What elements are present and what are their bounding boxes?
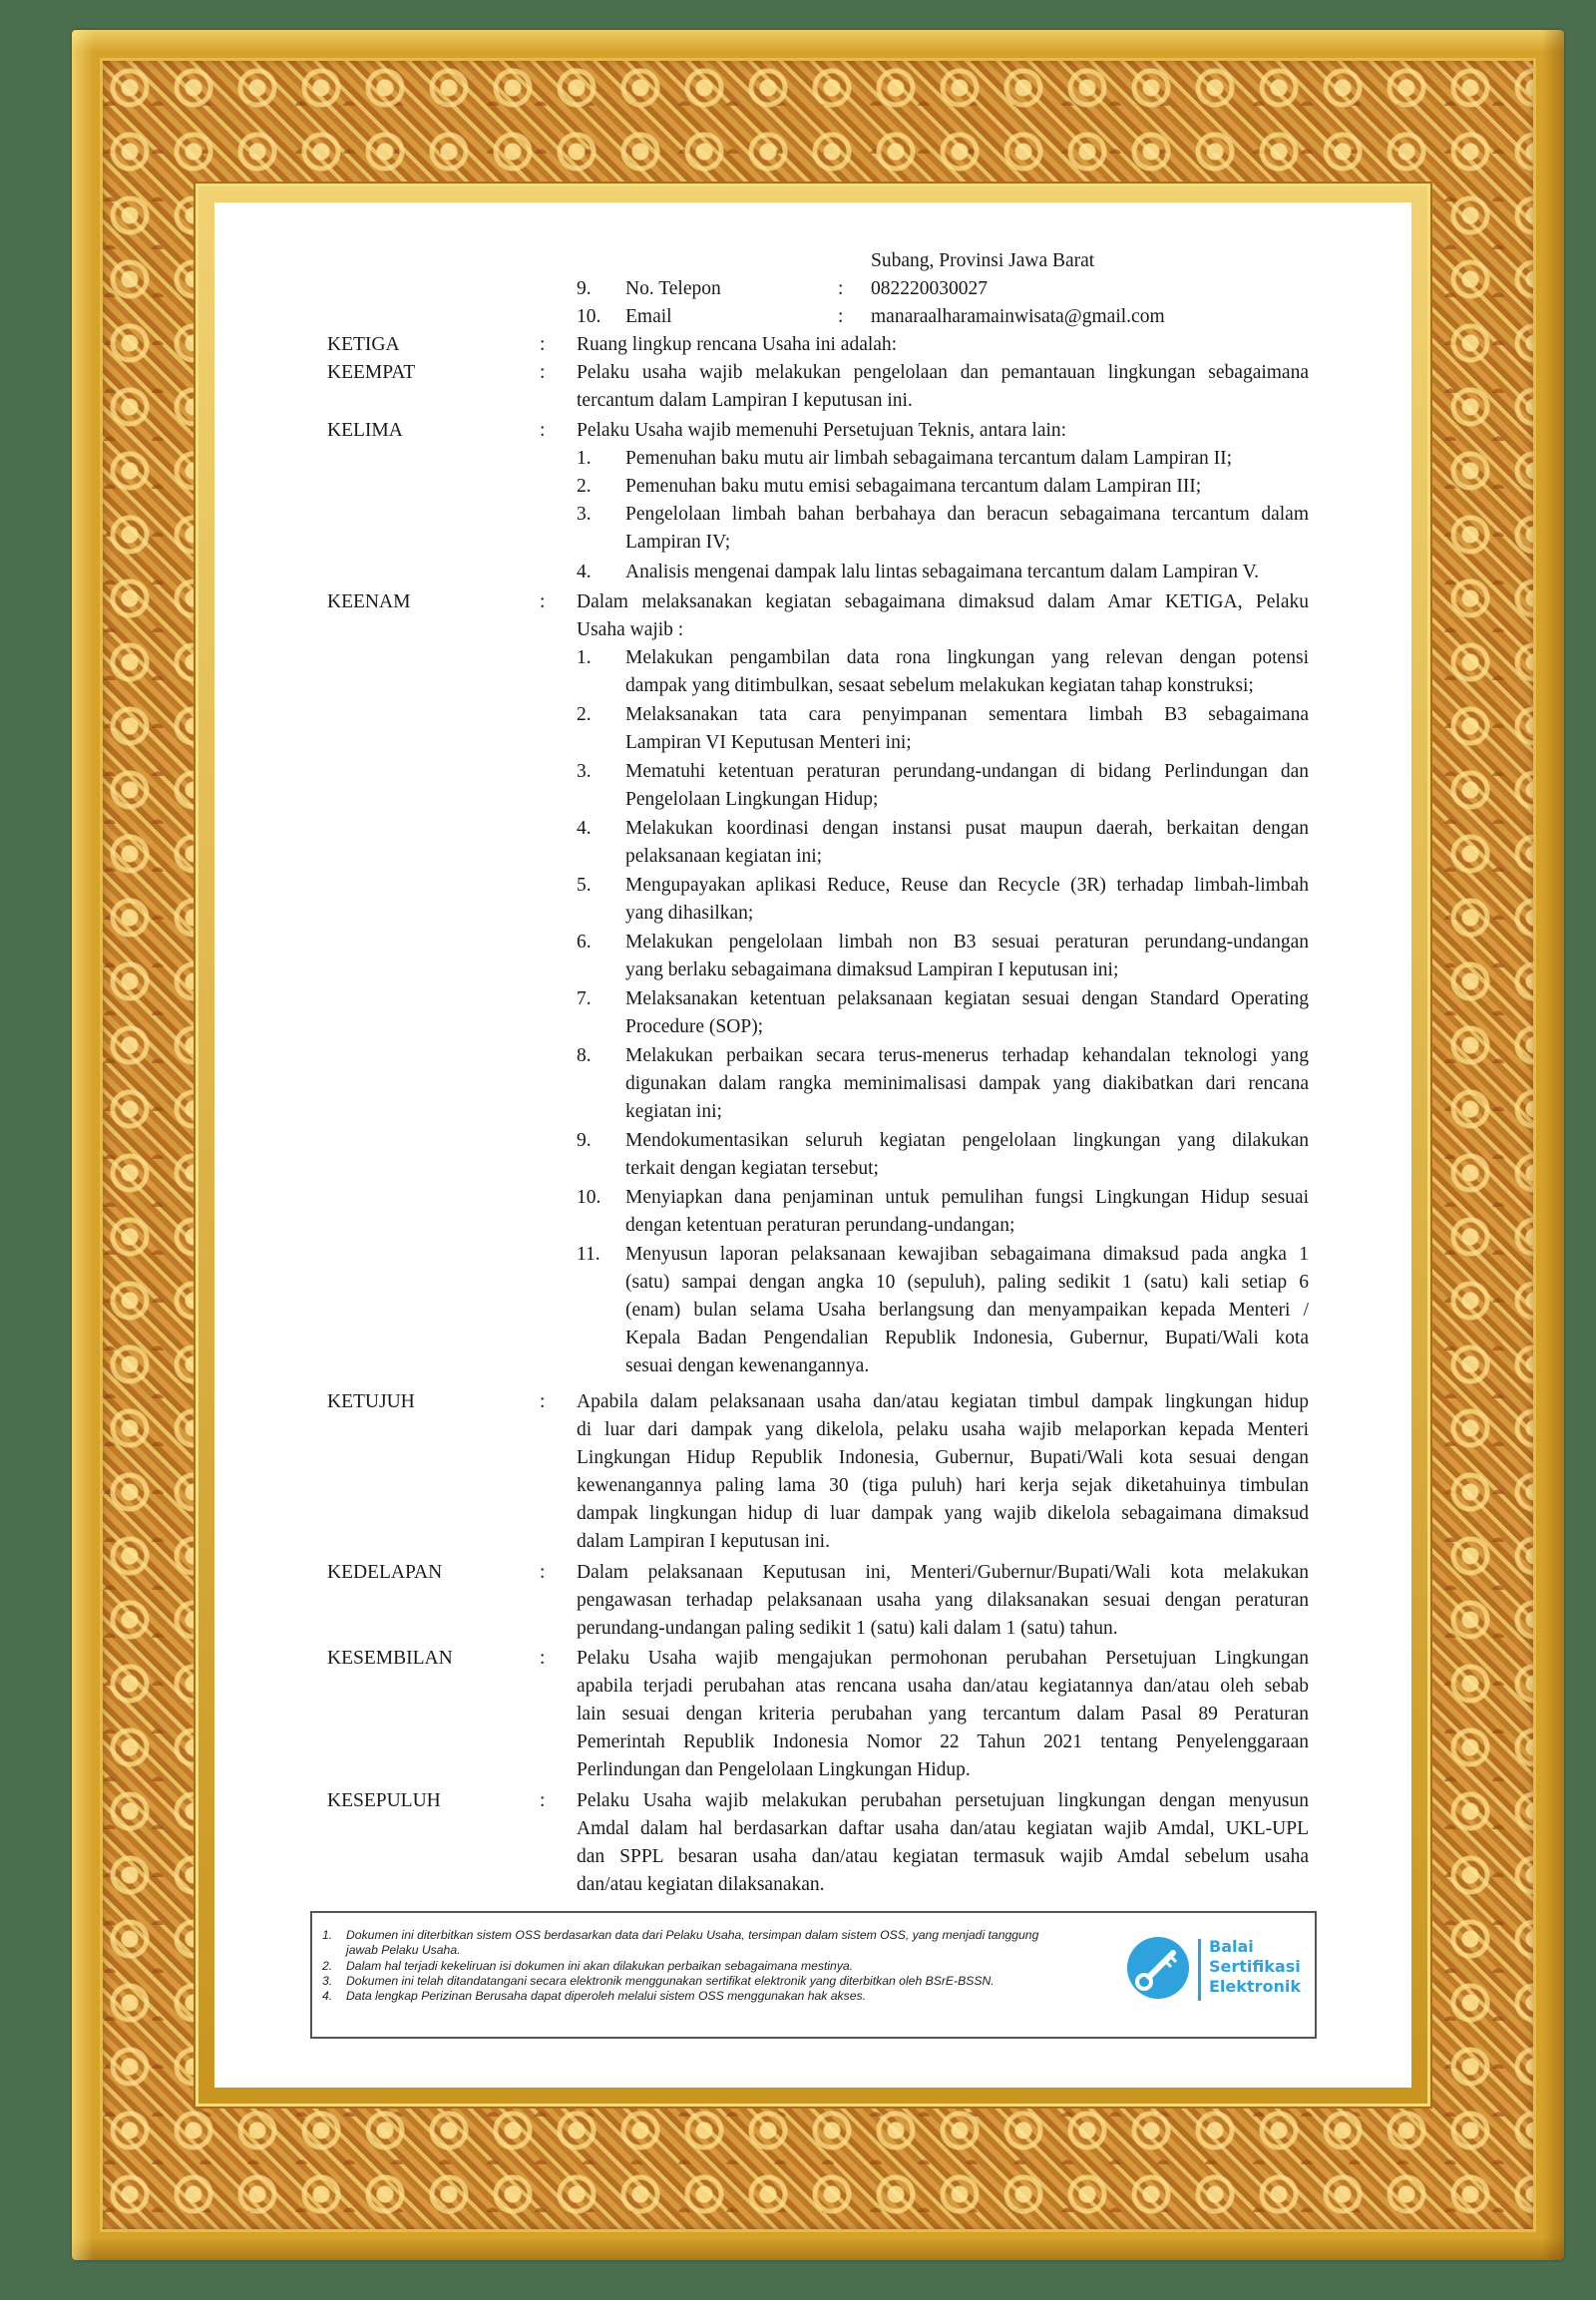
footnote-text: Dokumen ini diterbitkan sistem OSS berdasarkan data dari Pelaku Usaha, tersimpan dalam sistem OSS, yang menjadi tanggung: [346, 1928, 1039, 1942]
section-colon: :: [540, 1391, 546, 1412]
list-num: 11.: [577, 1244, 600, 1265]
footnote-num: 4.: [322, 1989, 333, 2003]
list-text: pelaksanaan kegiatan ini;: [625, 846, 823, 867]
list-text: Melakukan pengelolaan limbah non B3 sesuai peraturan perundang-undangan: [625, 932, 1309, 953]
info-row-num: 9.: [577, 278, 592, 299]
section-intro: Pelaku Usaha wajib memenuhi Persetujuan Teknis, antara lain:: [577, 420, 1067, 441]
list-text: yang dihasilkan;: [625, 903, 754, 924]
section-text: lain sesuai dengan kriteria perubahan yang tercantum dalam Pasal 89 Peraturan: [577, 1704, 1309, 1725]
list-num: 6.: [577, 932, 592, 953]
list-text: Pemenuhan baku mutu air limbah sebagaimana tercantum dalam Lampiran II;: [625, 448, 1233, 469]
section-text: pengawasan terhadap pelaksanaan usaha yang dilaksanakan sesuai dengan peraturan: [577, 1590, 1309, 1611]
section-text: Pelaku Usaha wajib mengajukan permohonan perubahan Persetujuan Lingkungan: [577, 1648, 1309, 1669]
list-text: Melakukan koordinasi dengan instansi pusat maupun daerah, berkaitan dengan: [625, 818, 1309, 839]
list-text: Pengelolaan Lingkungan Hidup;: [625, 789, 879, 810]
list-num: 2.: [577, 476, 592, 497]
section-text: dampak lingkungan hidup di luar dampak yang wajib dikelola sebagaimana dimaksud: [577, 1503, 1309, 1524]
list-text: Melakukan pengambilan data rona lingkungan yang relevan dengan potensi: [625, 647, 1309, 668]
logo-text: [1209, 1937, 1301, 1997]
footnote-num: 2.: [322, 1959, 333, 1973]
address-continuation: Subang, Provinsi Jawa Barat: [871, 250, 1095, 271]
list-text: Procedure (SOP);: [625, 1016, 764, 1037]
key-icon: [1127, 1937, 1189, 1999]
section-label-ketiga: KETIGA: [327, 334, 400, 355]
logo-divider: [1198, 1939, 1201, 2001]
list-num: 3.: [577, 761, 592, 782]
section-text: Perlindungan dan Pengelolaan Lingkungan Hidup.: [577, 1759, 971, 1780]
info-row-field: No. Telepon: [625, 278, 721, 299]
list-text: Lampiran VI Keputusan Menteri ini;: [625, 732, 912, 753]
list-text: terkait dengan kegiatan tersebut;: [625, 1158, 879, 1179]
section-text: apabila terjadi perubahan atas rencana usaha dan/atau kegiatannya dan/atau oleh sebab: [577, 1676, 1309, 1697]
section-text: Pemerintah Republik Indonesia Nomor 22 Tahun 2021 tentang Penyelenggaraan: [577, 1731, 1309, 1752]
list-text: Melaksanakan tata cara penyimpanan sementara limbah B3 sebagaimana: [625, 704, 1309, 725]
list-num: 7.: [577, 988, 592, 1009]
list-text: Pengelolaan limbah bahan berbahaya dan beracun sebagaimana tercantum dalam: [625, 504, 1309, 525]
list-text: Kepala Badan Pengendalian Republik Indonesia, Gubernur, Bupati/Wali kota: [625, 1328, 1309, 1348]
section-label-kedelapan: KEDELAPAN: [327, 1562, 443, 1583]
section-intro: Usaha wajib :: [577, 619, 684, 640]
list-text: digunakan dalam rangka meminimalisasi dampak yang diakibatkan dari rencana: [625, 1073, 1309, 1094]
list-text: kegiatan ini;: [625, 1101, 722, 1122]
section-intro: Dalam melaksanakan kegiatan sebagaimana dimaksud dalam Amar KETIGA, Pelaku: [577, 591, 1309, 612]
list-text: yang berlaku sebagaimana dimaksud Lampiran I keputusan ini;: [625, 959, 1119, 980]
section-colon: :: [540, 1562, 546, 1583]
footnote-text: Data lengkap Perizinan Berusaha dapat diperoleh melalui sistem OSS menggunakan hak akses.: [346, 1989, 866, 2003]
section-colon: :: [540, 334, 546, 355]
section-colon: :: [540, 420, 546, 441]
section-text: Dalam pelaksanaan Keputusan ini, Menteri/Gubernur/Bupati/Wali kota melakukan: [577, 1562, 1309, 1583]
list-text: Menyusun laporan pelaksanaan kewajiban sebagaimana dimaksud pada angka 1: [625, 1244, 1309, 1265]
footnote-num: 1.: [322, 1928, 333, 1942]
footnote-text: Dokumen ini telah ditandatangani secara elektronik menggunakan sertifikat elektronik yang diterbitkan oleh BSrE-BSSN.: [346, 1974, 995, 1988]
list-text: dengan ketentuan peraturan perundang-undangan;: [625, 1215, 1015, 1236]
section-text: dan SPPL besaran usaha dan/atau kegiatan termasuk wajib Amdal sebelum usaha: [577, 1846, 1309, 1867]
list-text: Mematuhi ketentuan peraturan perundang-undangan di bidang Perlindungan dan: [625, 761, 1309, 782]
section-text: di luar dari dampak yang dikelola, pelaku usaha wajib melaporkan kepada Menteri: [577, 1419, 1309, 1440]
section-label-keenam: KEENAM: [327, 591, 411, 612]
list-num: 4.: [577, 818, 592, 839]
footnote-text: Dalam hal terjadi kekeliruan isi dokumen ini akan dilakukan perbaikan sebagaimana mestinya.: [346, 1959, 854, 1973]
footnote-num: 3.: [322, 1974, 333, 1988]
section-text: dan/atau kegiatan dilaksanakan.: [577, 1874, 825, 1895]
section-colon: :: [540, 1790, 546, 1811]
bsre-logo: [1127, 1933, 1323, 2013]
list-num: 1.: [577, 448, 592, 469]
list-num: 1.: [577, 647, 592, 668]
section-text: dalam Lampiran I keputusan ini.: [577, 1531, 830, 1552]
logo-line: Sertifikasi: [1209, 1957, 1301, 1976]
list-num: 5.: [577, 875, 592, 896]
list-num: 2.: [577, 704, 592, 725]
list-text: Analisis mengenai dampak lalu lintas sebagaimana tercantum dalam Lampiran V.: [625, 562, 1260, 582]
info-row-colon: :: [838, 278, 844, 299]
list-num: 9.: [577, 1130, 592, 1151]
section-text: tercantum dalam Lampiran I keputusan ini.: [577, 390, 913, 411]
section-text: perundang-undangan paling sedikit 1 (satu) kali dalam 1 (satu) tahun.: [577, 1618, 1118, 1639]
section-colon: :: [540, 1648, 546, 1669]
section-label-kesepuluh: KESEPULUH: [327, 1790, 441, 1811]
list-text: Menyiapkan dana penjaminan untuk pemulihan fungsi Lingkungan Hidup sesuai: [625, 1187, 1309, 1208]
list-text: Melaksanakan ketentuan pelaksanaan kegiatan sesuai dengan Standard Operating: [625, 988, 1309, 1009]
logo-line: Elektronik: [1209, 1977, 1301, 1996]
footnote-text: jawab Pelaku Usaha.: [346, 1943, 461, 1957]
list-text: Melakukan perbaikan secara terus-menerus terhadap kehandalan teknologi yang: [625, 1045, 1309, 1066]
list-text: (enam) bulan selama Usaha berlangsung dan menyampaikan kepada Menteri /: [625, 1300, 1309, 1321]
list-num: 3.: [577, 504, 592, 525]
info-row-colon: :: [838, 306, 844, 327]
list-text: sesuai dengan kewenangannya.: [625, 1355, 870, 1376]
section-colon: :: [540, 591, 546, 612]
list-num: 10.: [577, 1187, 601, 1208]
section-label-keempat: KEEMPAT: [327, 362, 416, 383]
email-value: manaraalharamainwisata@gmail.com: [871, 306, 1165, 327]
logo-line: Balai: [1209, 1937, 1254, 1956]
info-row-num: 10.: [577, 306, 601, 327]
list-text: Lampiran IV;: [625, 532, 731, 553]
section-text: Pelaku Usaha wajib melakukan perubahan persetujuan lingkungan dengan menyusun: [577, 1790, 1309, 1811]
list-text: dampak yang ditimbulkan, sesaat sebelum melakukan kegiatan tahap konstruksi;: [625, 675, 1254, 696]
list-num: 4.: [577, 562, 592, 582]
section-text: kewenangannya paling lama 30 (tiga puluh) hari kerja sejak diketahuinya timbulan: [577, 1475, 1309, 1496]
list-text: (satu) sampai dengan angka 10 (sepuluh), paling sedikit 1 (satu) kali setiap 6: [625, 1272, 1309, 1293]
list-num: 8.: [577, 1045, 592, 1066]
section-text: Pelaku usaha wajib melakukan pengelolaan dan pemantauan lingkungan sebagaimana: [577, 362, 1309, 383]
section-text: Lingkungan Hidup Republik Indonesia, Gubernur, Bupati/Wali kota sesuai dengan: [577, 1447, 1309, 1468]
info-row-field: Email: [625, 306, 672, 327]
section-text: Apabila dalam pelaksanaan usaha dan/atau kegiatan timbul dampak lingkungan hidup: [577, 1391, 1309, 1412]
section-text: Ruang lingkup rencana Usaha ini adalah:: [577, 334, 898, 355]
section-label-ketujuh: KETUJUH: [327, 1391, 415, 1412]
phone-value: 082220030027: [871, 278, 988, 299]
section-text: Amdal dalam hal berdasarkan daftar usaha dan/atau kegiatan wajib Amdal, UKL-UPL: [577, 1818, 1309, 1839]
section-colon: :: [540, 362, 546, 383]
list-text: Pemenuhan baku mutu emisi sebagaimana tercantum dalam Lampiran III;: [625, 476, 1202, 497]
section-label-kelima: KELIMA: [327, 420, 403, 441]
list-text: Mengupayakan aplikasi Reduce, Reuse dan Recycle (3R) terhadap limbah-limbah: [625, 875, 1309, 896]
section-label-kesembilan: KESEMBILAN: [327, 1648, 453, 1669]
list-text: Mendokumentasikan seluruh kegiatan pengelolaan lingkungan yang dilakukan: [625, 1130, 1309, 1151]
